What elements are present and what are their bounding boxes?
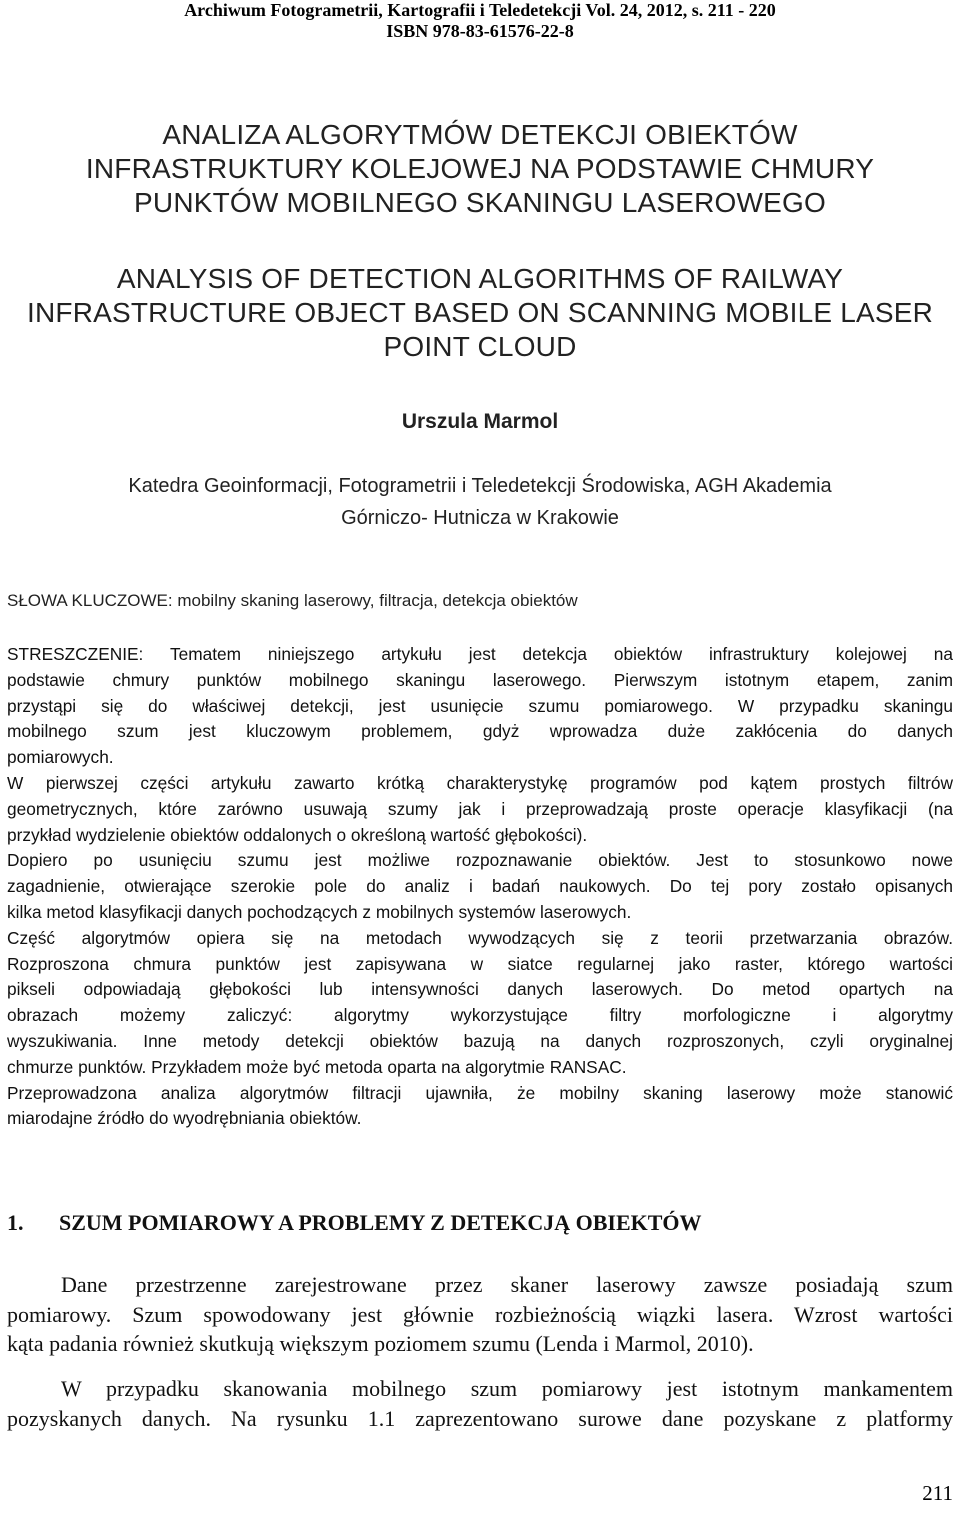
paragraph-line: W przypadku skanowania mobilnego szum pomiarowy jest istotnym mankamentem [61, 1376, 953, 1401]
title-pl-line: INFRASTRUKTURY KOLEJOWEJ NA PODSTAWIE CHMURY [85, 153, 875, 184]
abstract-line: Część algorytmów opiera się na metodach wywodzących się z teorii przetwarzania obrazów. [7, 927, 953, 948]
abstract-line: Dopiero po usunięciu szumu jest możliwe rozpoznawanie obiektów. Jest to stosunkowo nowe [7, 850, 953, 871]
affiliation-line: Katedra Geoinformacji, Fotogrametrii i Teledetekcji Środowiska, AGH Akademia [128, 475, 832, 497]
abstract-line: pomiarowych. [7, 747, 114, 768]
abstract-line: W pierwszej części artykułu zawarto krótką charakterystykę programów pod kątem prostych filtrów [7, 772, 953, 793]
title-english [0, 262, 960, 364]
title-pl-line: PUNKTÓW MOBILNEGO SKANINGU LASEROWEGO [134, 187, 826, 218]
abstract-line: obrazach możemy zaliczyć: algorytmy wykorzystujące filtry morfologiczne i algorytmy [7, 1005, 953, 1026]
author-name: Urszula Marmol [401, 410, 559, 433]
section-title: SZUM POMIAROWY A PROBLEMY Z DETEKCJĄ OBIEKTÓW [59, 1210, 702, 1235]
isbn: ISBN 978-83-61576-22-8 [386, 21, 574, 41]
abstract [7, 642, 953, 1132]
paragraph [7, 1374, 953, 1433]
abstract-line: STRESZCZENIE: Tematem niniejszego artykułu jest detekcja obiektów infrastruktury kolejowej na [7, 644, 953, 664]
abstract-line: przykład wydzielenie obiektów oddalonych o określoną wartość głębokości). [7, 824, 588, 845]
abstract-line: zagadnienie, otwierające szerokie pole do analiz i badań naukowych. Do tej pory zostało opisanych [7, 876, 953, 897]
abstract-line: geometrycznych, które zarówno usuwają szumy jak i przeprowadzają proste operacje klasyfikacji (na [7, 798, 953, 819]
abstract-line: przystąpi się do właściwej detekcji, jest usunięcie szumu pomiarowego. W przypadku skaningu [7, 695, 953, 716]
paragraph [7, 1270, 953, 1359]
paragraph-line: kąta padania również skutkują większym poziomem szumu (Lenda i Marmol, 2010). [7, 1331, 754, 1356]
paragraph-line: pomiarowy. Szum spowodowany jest głównie rozbieżnością wiązki lasera. Wzrost wartości [7, 1301, 953, 1327]
abstract-line: Przeprowadzona analiza algorytmów filtracji ujawniła, że mobilny skaning laserowy może stanowić [7, 1082, 953, 1103]
title-polish [0, 118, 960, 220]
page-number: 211 [922, 1481, 953, 1505]
abstract-line: kilka metod klasyfikacji danych pochodzących z mobilnych systemów laserowych. [7, 901, 632, 922]
affiliation-line: Górniczo- Hutnicza w Krakowie [341, 507, 619, 529]
abstract-line: chmurze punktów. Przykładem może być metoda oparta na algorytmie RANSAC. [7, 1056, 627, 1077]
abstract-line: podstawie chmury punktów mobilnego skaningu laserowego. Pierwszym istotnym etapem, zanim [7, 669, 953, 690]
title-pl-line: ANALIZA ALGORYTMÓW DETEKCJI OBIEKTÓW [162, 119, 798, 150]
abstract-line: Rozproszona chmura punktów jest zapisywana w siatce regularnej jako raster, którego wartości [7, 953, 953, 974]
journal-citation: Archiwum Fotogrametrii, Kartografii i Teledetekcji Vol. 24, 2012, s. 211 - 220 [184, 0, 776, 20]
abstract-line: wyszukiwania. Inne metody detekcji obiektów bazują na danych rozproszonych, czyli oryginalnej [7, 1030, 953, 1051]
paragraph-line: pozyskanych danych. Na rysunku 1.1 zaprezentowano surowe dane pozyskane z platformy [7, 1405, 953, 1431]
title-en-line: ANALYSIS OF DETECTION ALGORITHMS OF RAILWAY [116, 263, 844, 294]
section-number: 1. [7, 1210, 24, 1235]
abstract-line: miarodajne źródło do wyodrębniania obiektów. [7, 1108, 362, 1129]
paragraph-line: Dane przestrzenne zarejestrowane przez skaner laserowy zawsze posiadają szum [61, 1272, 953, 1297]
title-en-line: INFRASTRUCTURE OBJECT BASED ON SCANNING MOBILE LASER [26, 297, 934, 328]
title-en-line: POINT CLOUD [383, 331, 577, 362]
abstract-line: mobilnego szum jest kluczowym problemem, gdyż wprowadza duże zakłócenia do danych [7, 721, 953, 742]
section-heading [7, 1210, 702, 1236]
abstract-line: pikseli odpowiadają głębokości lub intensywności danych laserowych. Do metod opartych na [7, 979, 953, 1000]
affiliation [0, 470, 960, 534]
keywords: SŁOWA KLUCZOWE: mobilny skaning laserowy, filtracja, detekcja obiektów [7, 591, 578, 610]
